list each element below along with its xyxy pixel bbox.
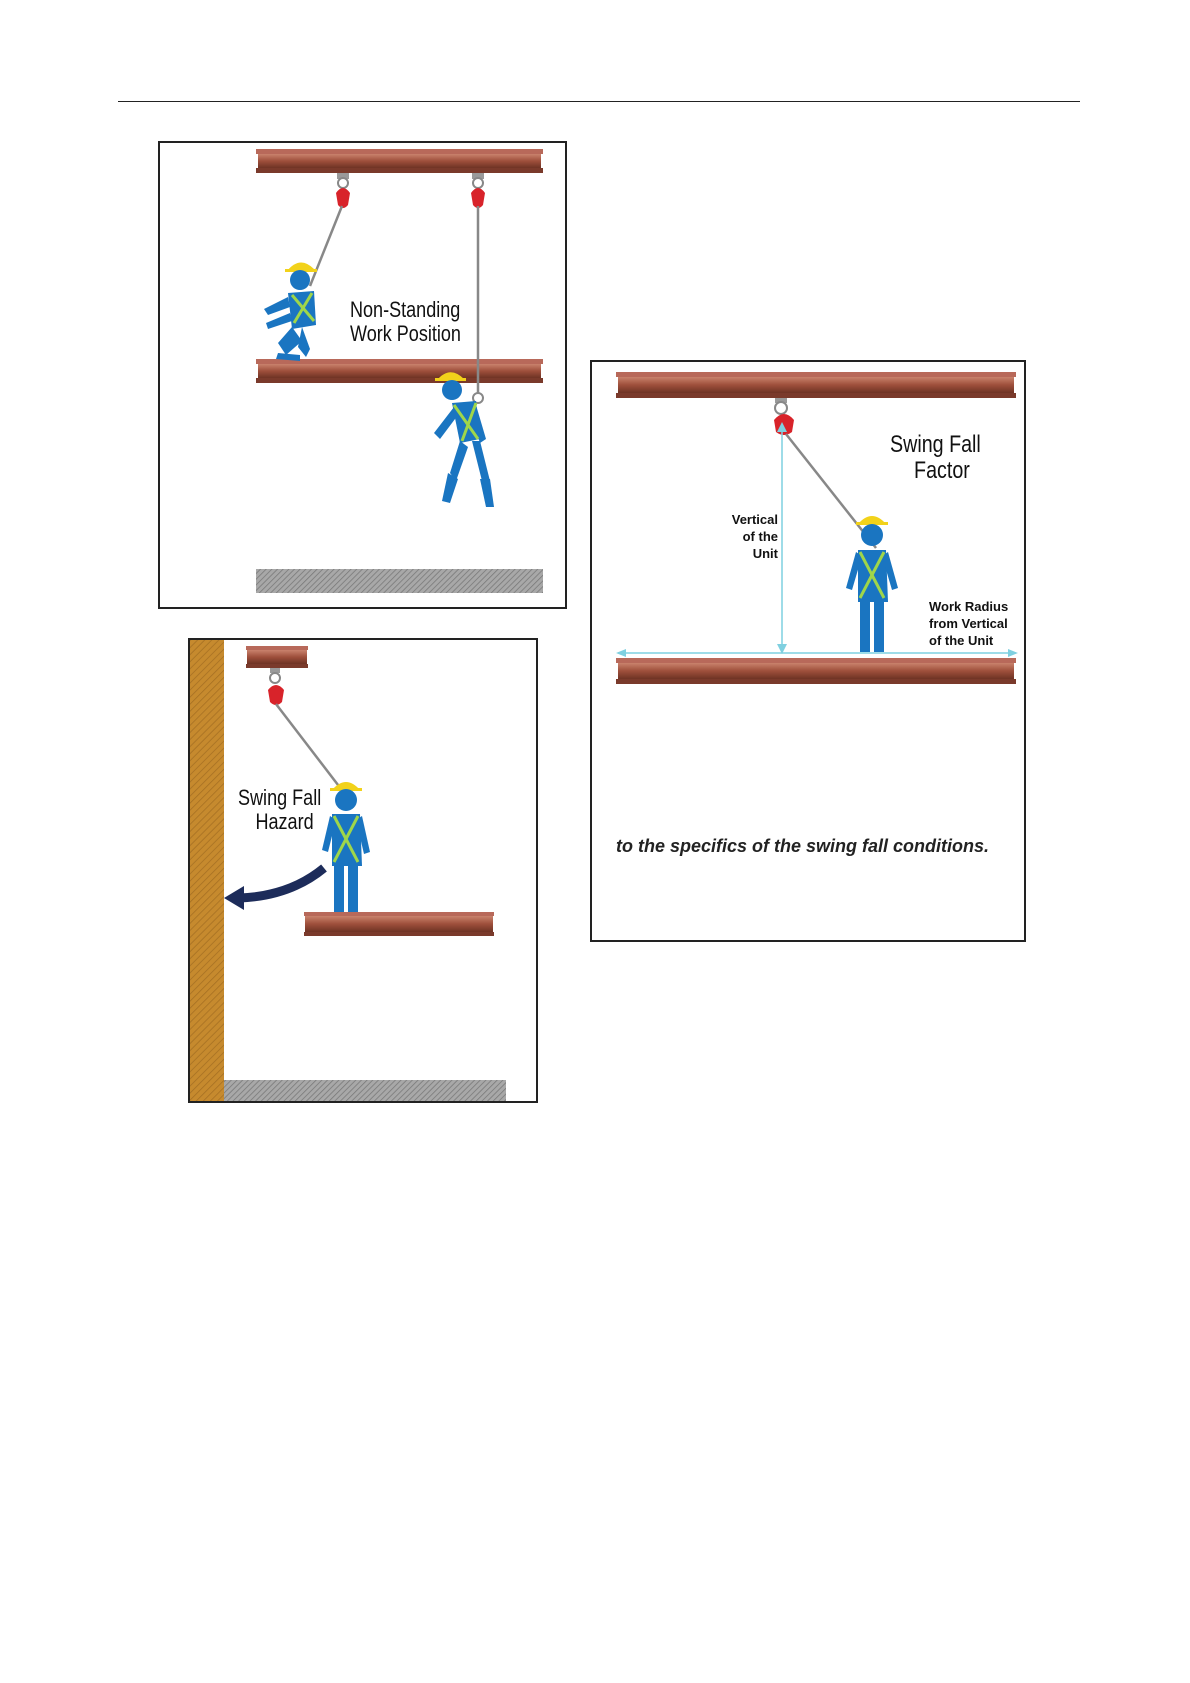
anchor-right (471, 173, 485, 208)
figure-swing-factor (590, 360, 1026, 942)
swing-hazard-label-line1: Swing Fall (238, 785, 322, 810)
non-standing-label-line2: Work Position (350, 321, 461, 347)
vertical-label-line1: Vertical (731, 512, 778, 527)
swing-factor-title (890, 432, 981, 485)
swing-factor-title-line1: Swing Fall (890, 431, 981, 458)
lower-beam (304, 912, 494, 936)
non-standing-label (350, 298, 461, 346)
top-beam (256, 149, 543, 173)
swing-arrow (240, 868, 324, 898)
vertical-dimension (777, 422, 787, 654)
worker (846, 516, 898, 652)
radius-label-line1: Work Radius (929, 599, 1009, 614)
bottom-beam (616, 658, 1016, 684)
vertical-label-line2: of the (742, 528, 778, 544)
swing-factor-title-line2: Factor (914, 457, 970, 485)
non-standing-illustration (160, 143, 565, 607)
hanging-worker (434, 372, 494, 507)
radius-dimension (616, 649, 1018, 657)
figure-non-standing (158, 141, 567, 609)
radius-label-line3: of the Unit (929, 632, 994, 648)
worker (322, 782, 370, 912)
lanyard (276, 704, 348, 798)
radius-label (929, 599, 1008, 650)
swing-hazard-label (238, 786, 321, 834)
vertical-label (724, 512, 778, 563)
vertical-label-line3: Unit (752, 545, 778, 561)
top-beam (246, 646, 308, 668)
figure-swing-hazard (188, 638, 538, 1103)
anchor (268, 668, 284, 705)
crouching-worker (264, 262, 317, 361)
middle-beam (256, 359, 543, 383)
lanyard-left (310, 206, 342, 286)
swing-arrow-head (224, 886, 244, 910)
non-standing-label-line1: Non-Standing (350, 297, 461, 322)
ground (224, 1080, 506, 1101)
header-rule (118, 101, 1080, 102)
radius-label-line2: from Vertical (929, 615, 1008, 631)
swing-factor-caption: to the specifics of the swing fall conditions. (616, 836, 990, 856)
ground (256, 569, 543, 593)
wall (190, 640, 224, 1101)
top-beam (616, 372, 1016, 398)
swing-hazard-illustration (190, 640, 536, 1101)
anchor-left (336, 173, 350, 208)
swing-hazard-label-line2: Hazard (255, 809, 314, 835)
